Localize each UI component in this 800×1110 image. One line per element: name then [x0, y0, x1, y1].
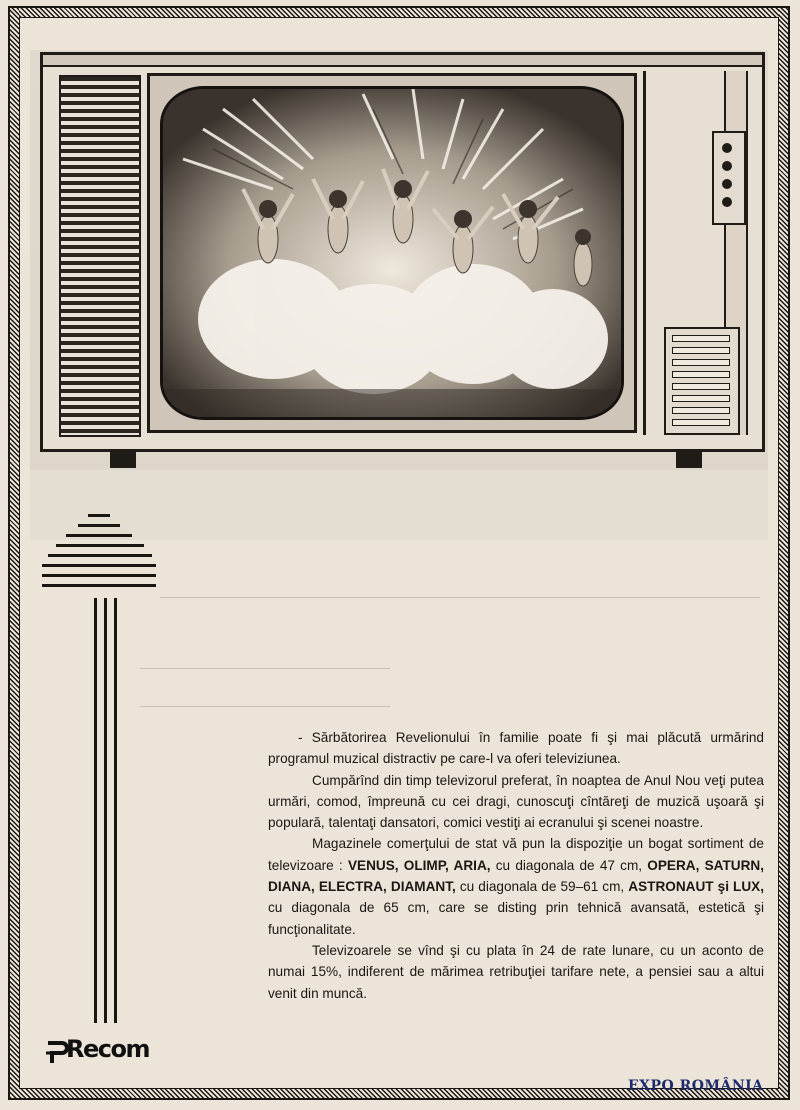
paragraph-3: Televizoarele se vînd şi cu plata în 24 de rate lunare, cu un aconto de numai 15%, indiferent de mărimea retribuţiei tarifare nete, a pensiei sau a altui venit din muncă.	[268, 942, 764, 1001]
models-mid-2: cu diagonala de 59–61 cm,	[455, 879, 629, 895]
hatched-border-left	[10, 8, 19, 1098]
tv-channel-button-icon	[672, 335, 730, 342]
stripe	[66, 534, 132, 537]
recom-logo	[44, 1035, 159, 1065]
tv-channel-button-icon	[672, 371, 730, 378]
models-47cm: VENUS, OLIMP, ARIA,	[347, 857, 491, 873]
tv-channel-button-icon	[672, 419, 730, 426]
ghost-rule	[160, 597, 760, 598]
advert-body	[268, 727, 764, 1004]
tv-knob-box	[712, 131, 746, 225]
pole-line	[94, 598, 97, 1023]
tv-channel-button-icon	[672, 407, 730, 414]
tv-knob-icon	[722, 143, 732, 153]
pole-line	[104, 598, 107, 1023]
stripe	[56, 544, 144, 547]
dancers-photo	[163, 89, 621, 417]
models-end: cu diagonala de 65 cm, care se disting prin tehnică avansată, estetică şi funcţionalitate.	[268, 900, 764, 937]
stripe	[48, 554, 152, 557]
ghost-rule	[140, 668, 390, 669]
stripe	[42, 564, 156, 567]
tv-top-edge	[43, 55, 762, 67]
models-intro: Magazinele comerţului de stat vă pun la dispoziţie un bogat sortiment de televizoare :	[268, 836, 764, 873]
paragraph-1: - Sărbătorirea Revelionului în familie poate fi şi mai plăcută urmărind programul muzical distractiv pe care-l va oferi televiziunea.	[268, 730, 764, 767]
television-set-icon	[40, 52, 765, 452]
tv-screen	[160, 86, 624, 420]
stripe	[42, 584, 156, 587]
tv-speaker-grille	[59, 75, 141, 437]
models-mid-1: cu diagonala de 47 cm,	[490, 857, 648, 873]
tv-control-panel	[643, 71, 758, 435]
models-59cm: OPERA, SATURN, DIANA, ELECTRA, DIAMANT,	[268, 857, 764, 895]
stripe	[88, 514, 110, 517]
tv-channel-button-icon	[672, 347, 730, 354]
paragraph-models	[268, 833, 764, 939]
paragraph-2: Cumpărînd din timp televizorul preferat, în noaptea de Anul Nou veţi putea urmări, comod, împreună cu cei dragi, cunoscuţi cîntăreţi de muzică uşoară şi populară, talentaţi dansatori, comici vestiţi ai ecranului şi scenei noastre.	[268, 772, 764, 831]
hatched-border-top	[10, 8, 788, 17]
expo-romania-watermark	[628, 1078, 764, 1094]
ghost-rule	[140, 706, 390, 707]
tv-screen-bezel	[147, 73, 637, 433]
stripe	[42, 574, 156, 577]
tv-channel-button-icon	[672, 359, 730, 366]
tv-knob-icon	[722, 161, 732, 171]
models-65cm: ASTRONAUT şi LUX,	[628, 879, 764, 895]
tv-foot-right	[676, 452, 702, 468]
pole-line	[114, 598, 117, 1023]
tv-channel-buttons	[664, 327, 740, 435]
tv-channel-button-icon	[672, 395, 730, 402]
watermark-part-1: EXPO	[628, 1078, 675, 1094]
recom-logo-text: Recom	[66, 1035, 149, 1063]
watermark-part-2: ROMÂNIA	[679, 1078, 764, 1094]
tv-knob-icon	[722, 179, 732, 189]
antenna-stripes-icon	[40, 510, 160, 600]
tv-knob-icon	[722, 197, 732, 207]
stripe	[78, 524, 120, 527]
tv-foot-left	[110, 452, 136, 468]
hatched-border-right	[779, 8, 788, 1098]
tv-channel-button-icon	[672, 383, 730, 390]
